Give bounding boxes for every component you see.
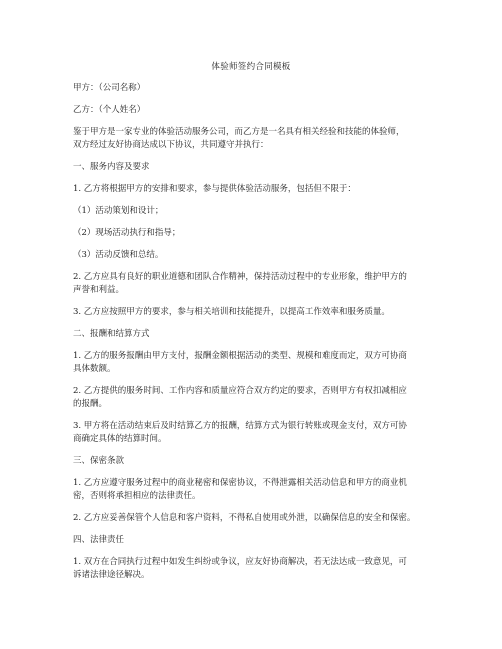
section-heading (73, 161, 445, 174)
text-line: 1. 乙方的服务报酬由甲方支付，报酬金额根据活动的类型、规模和难度而定，双方可协商 (73, 351, 407, 361)
section-heading (73, 455, 445, 468)
document-body (73, 82, 445, 591)
preamble-paragraph (73, 126, 445, 152)
text-line: 二、报酬和结算方式 (73, 329, 150, 339)
document-title: 体验师签约合同模板 (211, 62, 291, 72)
clause-paragraph (73, 385, 445, 411)
text-line: 具体数额。 (73, 364, 116, 374)
sub-item (73, 249, 445, 262)
sub-item (73, 205, 445, 218)
sub-item (73, 227, 445, 240)
text-line: （3）活动反馈和总结。 (73, 250, 164, 260)
text-line: （2）现场活动执行和指导； (73, 228, 181, 238)
section-heading (73, 534, 445, 547)
text-line: 2. 乙方应妥善保管个人信息和客户资料，不得私自使用或外泄，以确保信息的安全和保密。 (73, 513, 416, 523)
text-line: （1）活动策划和设计； (73, 206, 164, 216)
clause-paragraph (73, 512, 445, 525)
text-line: 甲方：（公司名称） (73, 83, 146, 93)
clause-paragraph (73, 306, 445, 319)
clause-paragraph (73, 477, 445, 503)
text-line: 1. 乙方将根据甲方的安排和要求，参与提供体验活动服务，包括但不限于： (73, 184, 356, 194)
text-line: 四、法律责任 (73, 535, 125, 545)
text-line: 密，否则将承担相应的法律责任。 (73, 491, 201, 501)
text-line: 的报酬。 (73, 399, 108, 409)
clause-paragraph (73, 271, 445, 297)
clause-paragraph (73, 183, 445, 196)
text-line: 1. 乙方应遵守服务过程中的商业秘密和保密协议，不得泄露相关活动信息和甲方的商业机 (73, 478, 407, 488)
party-a-line (73, 82, 445, 95)
clause-paragraph (73, 350, 445, 376)
clause-paragraph (73, 420, 445, 446)
section-heading (73, 328, 445, 341)
text-line: 声誉和利益。 (73, 285, 125, 295)
text-line: 乙方：（个人姓名） (73, 105, 146, 115)
text-line: 3. 甲方将在活动结束后及时结算乙方的报酬，结算方式为银行转账或现金支付，双方可协 (73, 421, 407, 431)
text-line: 2. 乙方提供的服务时间、工作内容和质量应符合双方约定的要求，否则甲方有权扣减相应 (73, 386, 407, 396)
clause-paragraph (73, 556, 445, 582)
text-line: 2. 乙方应具有良好的职业道德和团队合作精神，保持活动过程中的专业形象，维护甲方的 (73, 272, 407, 282)
text-line: 一、服务内容及要求 (73, 162, 150, 172)
text-line: 鉴于甲方是一家专业的体验活动服务公司，而乙方是一名具有相关经验和技能的体验师， (73, 127, 405, 137)
party-b-line (73, 104, 445, 117)
text-line: 3. 乙方应按照甲方的要求，参与相关培训和技能提升，以提高工作效率和服务质量。 (73, 307, 390, 317)
text-line: 三、保密条款 (73, 456, 125, 466)
text-line: 诉诸法律途径解决。 (73, 570, 150, 580)
text-line: 1. 双方在合同执行过程中如发生纠纷或争议，应友好协商解决，若无法达成一致意见，可 (73, 557, 407, 567)
text-line: 商确定具体的结算时间。 (73, 434, 167, 444)
text-line: 双方经过友好协商达成以下协议，共同遵守并执行： (73, 140, 269, 150)
